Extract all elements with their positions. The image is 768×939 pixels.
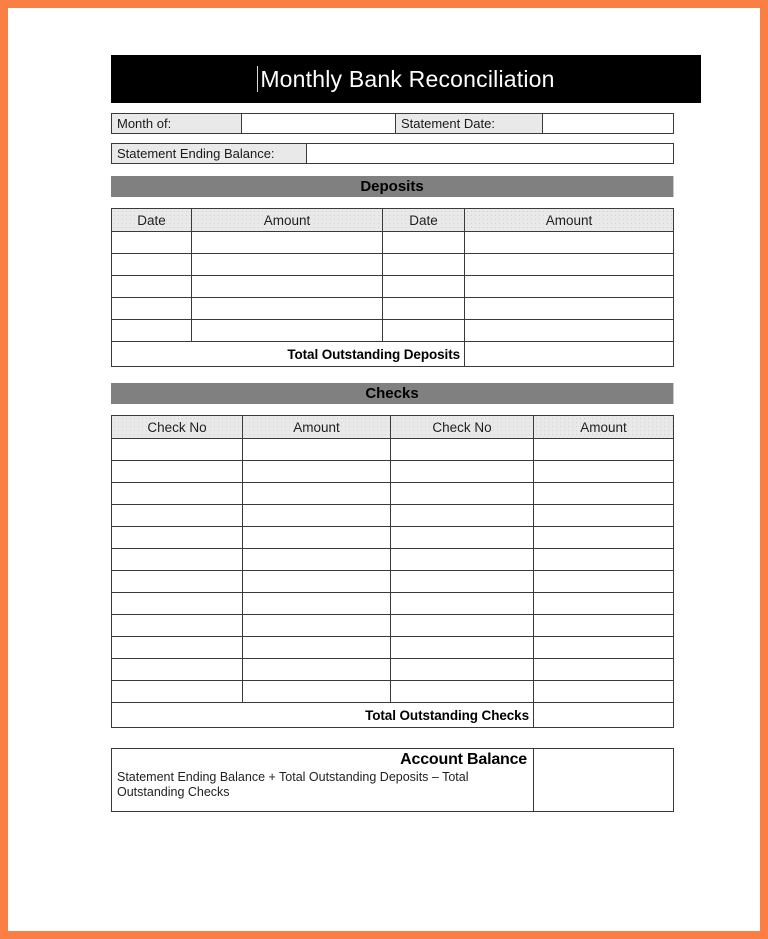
check-amount-cell[interactable] [243, 549, 391, 571]
form-title-bar [111, 55, 701, 103]
check-no-cell[interactable] [391, 527, 534, 549]
table-row [112, 681, 674, 703]
column-header-check-no-2: Check No [391, 416, 534, 439]
check-no-cell[interactable] [112, 549, 243, 571]
check-no-cell[interactable] [112, 527, 243, 549]
deposit-amount-cell[interactable] [192, 232, 383, 254]
table-row [112, 461, 674, 483]
deposits-total-row [112, 342, 674, 367]
column-header-amount-1: Amount [192, 209, 383, 232]
table-row [112, 593, 674, 615]
check-no-cell[interactable] [112, 681, 243, 703]
deposit-amount-cell[interactable] [192, 276, 383, 298]
check-amount-cell[interactable] [243, 659, 391, 681]
deposit-amount-cell[interactable] [465, 276, 674, 298]
check-no-cell[interactable] [391, 637, 534, 659]
column-header-amount-2: Amount [465, 209, 674, 232]
section-label: Deposits [360, 178, 424, 195]
check-no-cell[interactable] [112, 461, 243, 483]
deposit-amount-cell[interactable] [465, 254, 674, 276]
check-no-cell[interactable] [391, 505, 534, 527]
check-no-cell[interactable] [112, 593, 243, 615]
table-row [112, 749, 674, 812]
check-no-cell[interactable] [391, 571, 534, 593]
check-amount-cell[interactable] [534, 439, 674, 461]
account-balance-value-input[interactable] [534, 749, 674, 812]
table-row [112, 549, 674, 571]
check-amount-cell[interactable] [534, 681, 674, 703]
deposit-amount-cell[interactable] [465, 232, 674, 254]
table-row [112, 298, 674, 320]
deposit-amount-cell[interactable] [465, 320, 674, 342]
table-row [112, 659, 674, 681]
checks-body [112, 439, 674, 728]
check-amount-cell[interactable] [243, 439, 391, 461]
column-header-date-2: Date [383, 209, 465, 232]
checks-total-row [112, 703, 674, 728]
check-no-cell[interactable] [391, 681, 534, 703]
check-no-cell[interactable] [112, 615, 243, 637]
statement-date-input[interactable] [543, 114, 674, 134]
check-amount-cell[interactable] [243, 593, 391, 615]
checks-table [111, 415, 674, 728]
check-no-cell[interactable] [112, 483, 243, 505]
deposit-date-cell[interactable] [112, 320, 192, 342]
total-outstanding-deposits-value[interactable] [465, 342, 674, 367]
deposits-header-row [112, 209, 674, 232]
page-title: Monthly Bank Reconciliation [260, 65, 555, 92]
check-amount-cell[interactable] [534, 483, 674, 505]
deposit-date-cell[interactable] [112, 276, 192, 298]
deposits-body [112, 232, 674, 367]
check-no-cell[interactable] [391, 439, 534, 461]
table-row [112, 232, 674, 254]
deposit-date-cell[interactable] [383, 298, 465, 320]
table-row [112, 571, 674, 593]
table-row [112, 254, 674, 276]
check-amount-cell[interactable] [243, 461, 391, 483]
check-amount-cell[interactable] [243, 637, 391, 659]
deposit-date-cell[interactable] [112, 232, 192, 254]
total-outstanding-deposits-label: Total Outstanding Deposits [112, 342, 465, 367]
month-of-input[interactable] [242, 114, 396, 134]
account-balance-box [111, 748, 674, 812]
account-balance-description-cell [112, 749, 534, 812]
deposits-table [111, 208, 674, 367]
deposit-amount-cell[interactable] [192, 254, 383, 276]
check-no-cell[interactable] [112, 637, 243, 659]
column-header-amount-1: Amount [243, 416, 391, 439]
check-no-cell[interactable] [112, 439, 243, 461]
month-statement-row [111, 113, 674, 134]
table-row [112, 483, 674, 505]
table-row [112, 144, 674, 164]
table-row [112, 505, 674, 527]
statement-ending-balance-label: Statement Ending Balance: [112, 144, 307, 164]
document-page [8, 8, 760, 931]
column-header-date-1: Date [112, 209, 192, 232]
check-amount-cell[interactable] [243, 681, 391, 703]
column-header-check-no-1: Check No [112, 416, 243, 439]
deposit-date-cell[interactable] [383, 276, 465, 298]
deposit-date-cell[interactable] [383, 232, 465, 254]
statement-ending-balance-row [111, 143, 674, 164]
deposit-amount-cell[interactable] [192, 320, 383, 342]
statement-ending-balance-input[interactable] [307, 144, 674, 164]
check-no-cell[interactable] [391, 483, 534, 505]
table-row [112, 439, 674, 461]
month-of-label: Month of: [112, 114, 242, 134]
column-header-amount-2: Amount [534, 416, 674, 439]
check-amount-cell[interactable] [534, 461, 674, 483]
deposit-date-cell[interactable] [383, 254, 465, 276]
table-row [112, 615, 674, 637]
table-row [112, 114, 674, 134]
check-no-cell[interactable] [391, 461, 534, 483]
check-amount-cell[interactable] [243, 527, 391, 549]
text-caret [257, 66, 258, 92]
deposit-date-cell[interactable] [112, 254, 192, 276]
total-outstanding-checks-label: Total Outstanding Checks [112, 703, 534, 728]
check-amount-cell[interactable] [534, 615, 674, 637]
section-header-deposits [111, 176, 674, 197]
deposit-date-cell[interactable] [112, 298, 192, 320]
check-no-cell[interactable] [112, 505, 243, 527]
check-no-cell[interactable] [391, 615, 534, 637]
statement-date-label: Statement Date: [396, 114, 543, 134]
check-amount-cell[interactable] [534, 527, 674, 549]
check-amount-cell[interactable] [534, 549, 674, 571]
deposit-amount-cell[interactable] [465, 298, 674, 320]
table-row [112, 637, 674, 659]
table-row [112, 527, 674, 549]
check-amount-cell[interactable] [534, 637, 674, 659]
check-amount-cell[interactable] [243, 571, 391, 593]
check-amount-cell[interactable] [243, 483, 391, 505]
account-balance-formula: Statement Ending Balance + Total Outstanding Deposits – Total Outstanding Checks [117, 770, 469, 799]
check-no-cell[interactable] [112, 659, 243, 681]
check-no-cell[interactable] [391, 593, 534, 615]
check-amount-cell[interactable] [534, 659, 674, 681]
reconciliation-form [103, 55, 673, 812]
check-amount-cell[interactable] [534, 571, 674, 593]
check-amount-cell[interactable] [534, 593, 674, 615]
total-outstanding-checks-value[interactable] [534, 703, 674, 728]
deposit-date-cell[interactable] [383, 320, 465, 342]
check-no-cell[interactable] [112, 571, 243, 593]
table-row [112, 276, 674, 298]
check-no-cell[interactable] [391, 549, 534, 571]
section-label: Checks [365, 385, 419, 402]
account-balance-title: Account Balance [400, 751, 527, 768]
check-amount-cell[interactable] [534, 505, 674, 527]
section-header-checks [111, 383, 674, 404]
checks-header-row [112, 416, 674, 439]
table-row [112, 320, 674, 342]
check-no-cell[interactable] [391, 659, 534, 681]
deposit-amount-cell[interactable] [192, 298, 383, 320]
check-amount-cell[interactable] [243, 505, 391, 527]
check-amount-cell[interactable] [243, 615, 391, 637]
